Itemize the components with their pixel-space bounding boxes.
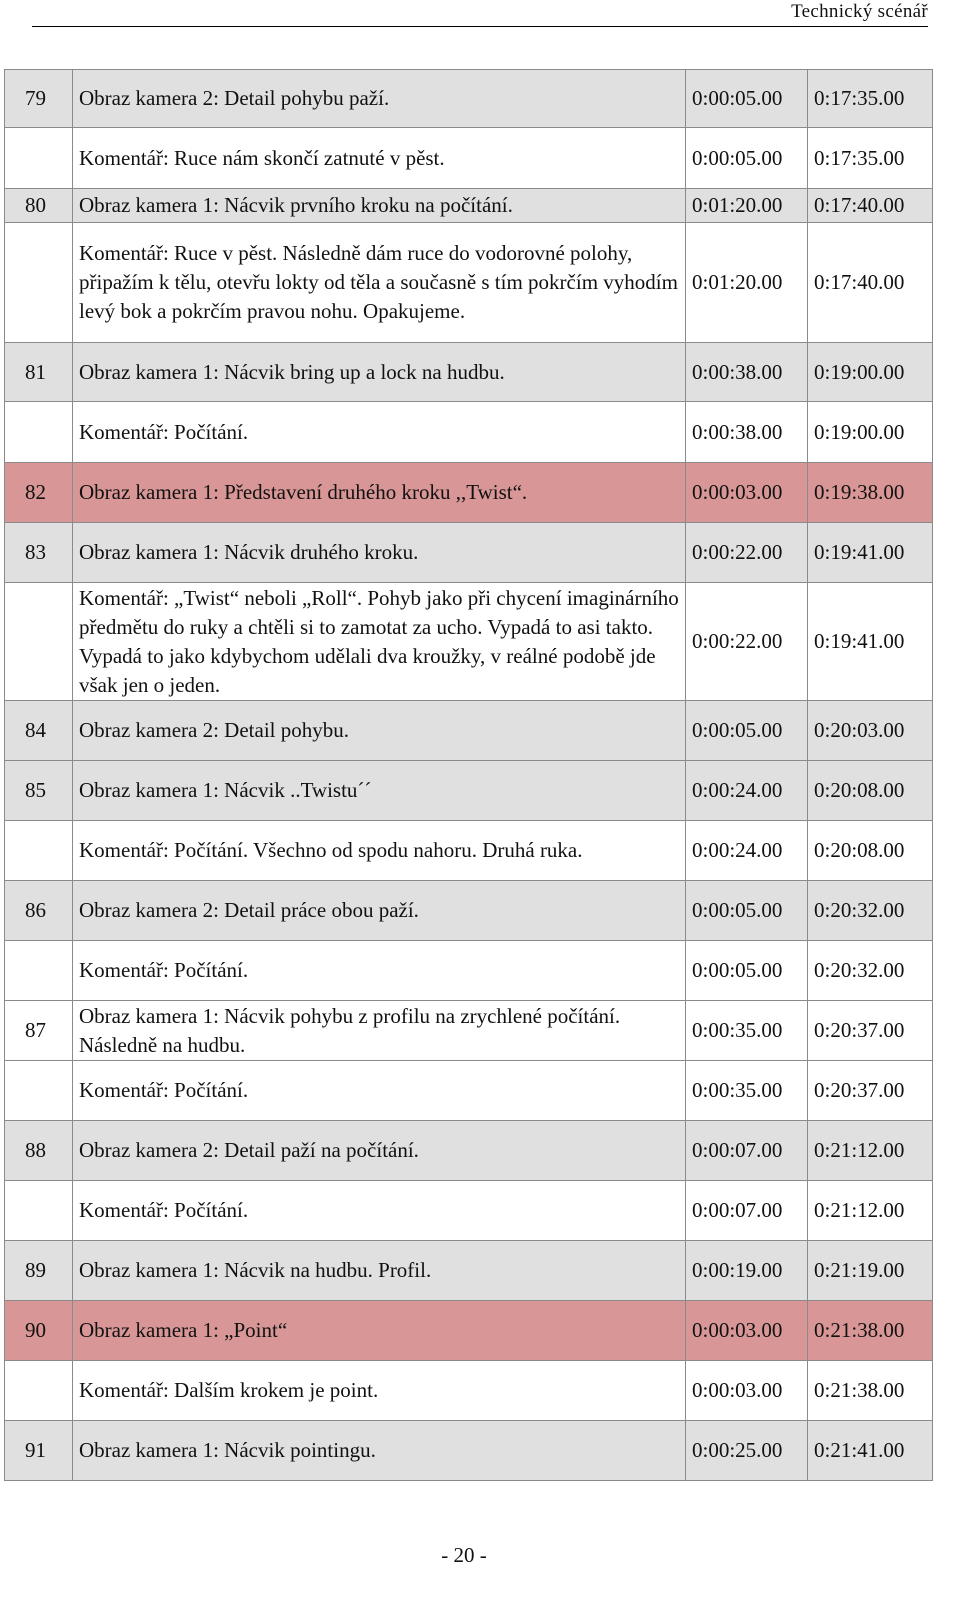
duration-cell: 0:00:22.00 <box>686 583 808 701</box>
duration-cell: 0:00:24.00 <box>686 761 808 821</box>
timecode-cell: 0:20:08.00 <box>808 761 933 821</box>
description-cell: Komentář: Počítání. <box>73 1061 686 1121</box>
description-cell: Obraz kamera 2: Detail paží na počítání. <box>73 1121 686 1181</box>
duration-cell: 0:00:07.00 <box>686 1181 808 1241</box>
comment-row <box>5 223 933 343</box>
comment-row <box>5 128 933 189</box>
description-cell: Obraz kamera 1: Nácvik bring up a lock na hudbu. <box>73 343 686 402</box>
shot-number-cell <box>5 1061 73 1121</box>
description-cell: Komentář: Počítání. <box>73 402 686 463</box>
description-cell: Obraz kamera 2: Detail pohybu paží. <box>73 70 686 128</box>
shot-number-cell <box>5 821 73 881</box>
shot-row <box>5 1001 933 1061</box>
timecode-cell: 0:20:03.00 <box>808 701 933 761</box>
shot-row <box>5 1241 933 1301</box>
description-cell: Obraz kamera 1: Nácvik prvního kroku na počítání. <box>73 189 686 223</box>
page-number: - 20 - <box>441 1543 487 1567</box>
duration-cell: 0:00:05.00 <box>686 70 808 128</box>
description-cell: Obraz kamera 1: „Point“ <box>73 1301 686 1361</box>
timecode-cell: 0:19:38.00 <box>808 463 933 523</box>
description-cell: Obraz kamera 1: Nácvik pohybu z profilu na zrychlené počítání. Následně na hudbu. <box>73 1001 686 1061</box>
duration-cell: 0:00:22.00 <box>686 523 808 583</box>
timecode-cell: 0:21:38.00 <box>808 1361 933 1421</box>
duration-cell: 0:00:38.00 <box>686 402 808 463</box>
timecode-cell: 0:20:37.00 <box>808 1001 933 1061</box>
shot-row <box>5 1121 933 1181</box>
duration-cell: 0:00:24.00 <box>686 821 808 881</box>
comment-row <box>5 821 933 881</box>
comment-row <box>5 1361 933 1421</box>
comment-row <box>5 583 933 701</box>
shot-row <box>5 463 933 523</box>
description-cell: Komentář: Počítání. Všechno od spodu nahoru. Druhá ruka. <box>73 821 686 881</box>
duration-cell: 0:01:20.00 <box>686 189 808 223</box>
shot-number-cell <box>5 941 73 1001</box>
shot-number-cell <box>5 402 73 463</box>
description-cell: Komentář: Počítání. <box>73 1181 686 1241</box>
shot-number-cell: 82 <box>5 463 73 523</box>
timecode-cell: 0:20:37.00 <box>808 1061 933 1121</box>
header-title: Technický scénář <box>791 1 928 22</box>
description-cell: Komentář: Ruce nám skončí zatnuté v pěst. <box>73 128 686 189</box>
shot-number-cell: 83 <box>5 523 73 583</box>
timecode-cell: 0:21:38.00 <box>808 1301 933 1361</box>
duration-cell: 0:00:03.00 <box>686 463 808 523</box>
comment-row <box>5 1181 933 1241</box>
shot-number-cell: 85 <box>5 761 73 821</box>
comment-row <box>5 402 933 463</box>
duration-cell: 0:00:03.00 <box>686 1361 808 1421</box>
shot-number-cell: 87 <box>5 1001 73 1061</box>
description-cell: Obraz kamera 2: Detail práce obou paží. <box>73 881 686 941</box>
duration-cell: 0:00:05.00 <box>686 128 808 189</box>
shot-row <box>5 343 933 402</box>
duration-cell: 0:00:35.00 <box>686 1001 808 1061</box>
timecode-cell: 0:21:12.00 <box>808 1181 933 1241</box>
shot-number-cell: 79 <box>5 70 73 128</box>
shot-number-cell: 89 <box>5 1241 73 1301</box>
description-cell: Komentář: Ruce v pěst. Následně dám ruce do vodorovné polohy, připažím k tělu, otevřu lokty od těla a současně s tím pokrčím vyhodím levý bok a pokrčím pravou nohu. Opakujeme. <box>73 223 686 343</box>
timecode-cell: 0:19:00.00 <box>808 402 933 463</box>
timecode-cell: 0:21:12.00 <box>808 1121 933 1181</box>
description-cell: Obraz kamera 1: Nácvik druhého kroku. <box>73 523 686 583</box>
script-table-wrapper <box>4 69 932 1481</box>
duration-cell: 0:00:35.00 <box>686 1061 808 1121</box>
shot-number-cell: 90 <box>5 1301 73 1361</box>
shot-number-cell <box>5 583 73 701</box>
duration-cell: 0:00:25.00 <box>686 1421 808 1481</box>
duration-cell: 0:00:07.00 <box>686 1121 808 1181</box>
shot-number-cell: 84 <box>5 701 73 761</box>
header-rule <box>32 26 928 27</box>
description-cell: Komentář: Dalším krokem je point. <box>73 1361 686 1421</box>
description-cell: Obraz kamera 2: Detail pohybu. <box>73 701 686 761</box>
page-header <box>0 0 928 26</box>
timecode-cell: 0:20:32.00 <box>808 941 933 1001</box>
description-cell: Komentář: Počítání. <box>73 941 686 1001</box>
duration-cell: 0:00:03.00 <box>686 1301 808 1361</box>
shot-number-cell: 86 <box>5 881 73 941</box>
shot-number-cell: 91 <box>5 1421 73 1481</box>
timecode-cell: 0:21:19.00 <box>808 1241 933 1301</box>
shot-number-cell <box>5 223 73 343</box>
description-cell: Obraz kamera 1: Nácvik pointingu. <box>73 1421 686 1481</box>
shot-row <box>5 70 933 128</box>
timecode-cell: 0:21:41.00 <box>808 1421 933 1481</box>
timecode-cell: 0:20:08.00 <box>808 821 933 881</box>
shot-row <box>5 189 933 223</box>
shot-number-cell <box>5 1181 73 1241</box>
shot-row <box>5 701 933 761</box>
shot-number-cell: 80 <box>5 189 73 223</box>
timecode-cell: 0:20:32.00 <box>808 881 933 941</box>
timecode-cell: 0:19:41.00 <box>808 583 933 701</box>
timecode-cell: 0:17:40.00 <box>808 223 933 343</box>
script-table-body <box>5 70 933 1481</box>
shot-number-cell <box>5 1361 73 1421</box>
timecode-cell: 0:17:35.00 <box>808 70 933 128</box>
duration-cell: 0:00:05.00 <box>686 941 808 1001</box>
description-cell: Obraz kamera 1: Představení druhého kroku ,,Twist“. <box>73 463 686 523</box>
duration-cell: 0:00:38.00 <box>686 343 808 402</box>
timecode-cell: 0:17:35.00 <box>808 128 933 189</box>
description-cell: Obraz kamera 1: Nácvik ..Twistu´´ <box>73 761 686 821</box>
description-cell: Obraz kamera 1: Nácvik na hudbu. Profil. <box>73 1241 686 1301</box>
timecode-cell: 0:17:40.00 <box>808 189 933 223</box>
shot-row <box>5 881 933 941</box>
script-table <box>4 69 933 1481</box>
description-cell: Komentář: „Twist“ neboli „Roll“. Pohyb jako při chycení imaginárního předmětu do ruky a chtěli si to zamotat za ucho. Vypadá to asi takto. Vypadá to jako kdybychom udělali dva kroužky, v reálné podobě jde však jen o jeden. <box>73 583 686 701</box>
duration-cell: 0:00:05.00 <box>686 701 808 761</box>
shot-row <box>5 761 933 821</box>
shot-number-cell: 88 <box>5 1121 73 1181</box>
comment-row <box>5 941 933 1001</box>
timecode-cell: 0:19:41.00 <box>808 523 933 583</box>
shot-number-cell <box>5 128 73 189</box>
comment-row <box>5 1061 933 1121</box>
shot-row <box>5 1301 933 1361</box>
timecode-cell: 0:19:00.00 <box>808 343 933 402</box>
shot-row <box>5 523 933 583</box>
shot-number-cell: 81 <box>5 343 73 402</box>
duration-cell: 0:01:20.00 <box>686 223 808 343</box>
duration-cell: 0:00:05.00 <box>686 881 808 941</box>
duration-cell: 0:00:19.00 <box>686 1241 808 1301</box>
shot-row <box>5 1421 933 1481</box>
